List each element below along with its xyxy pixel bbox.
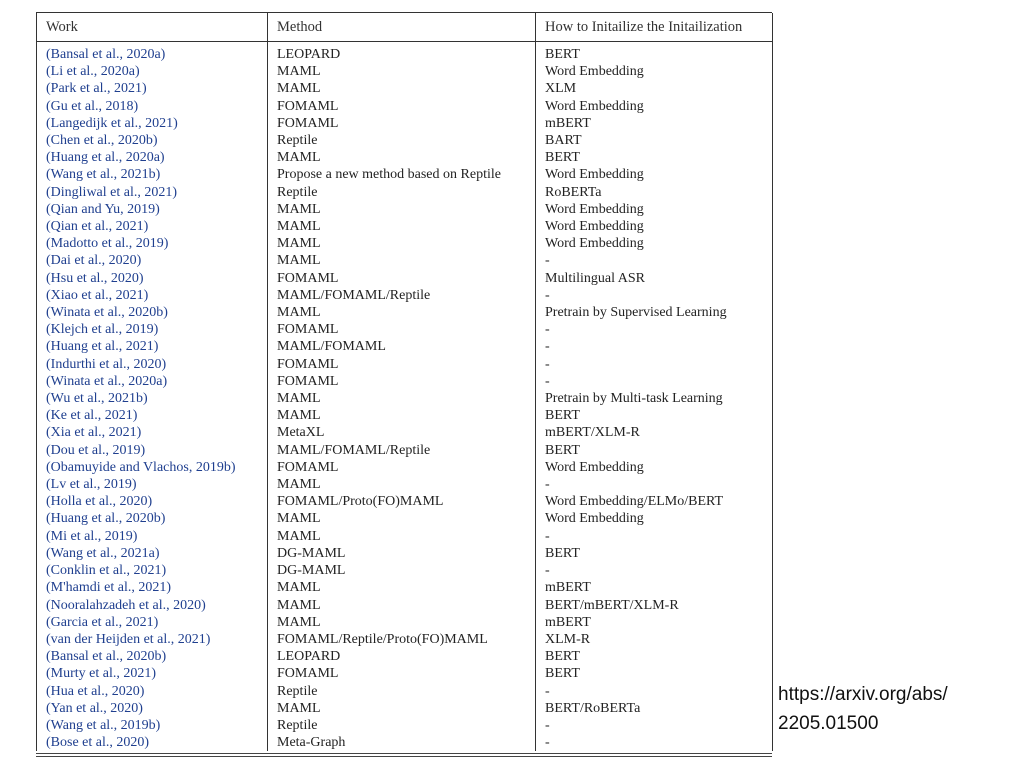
cell-work[interactable]: (Yan et al., 2020) <box>37 700 268 717</box>
table-row <box>37 287 773 304</box>
table-row <box>37 80 773 97</box>
cell-method: Reptile <box>268 683 536 700</box>
table-row <box>37 407 773 424</box>
cell-method: MAML <box>268 201 536 218</box>
cell-initialization: - <box>536 287 773 304</box>
cell-method: FOMAML <box>268 115 536 132</box>
cell-initialization: BERT <box>536 648 773 665</box>
table-row <box>37 631 773 648</box>
cell-method: MAML <box>268 390 536 407</box>
cell-method: MAML <box>268 579 536 596</box>
table-row <box>37 149 773 166</box>
cell-work[interactable]: (Bansal et al., 2020a) <box>37 42 268 64</box>
table-row <box>37 476 773 493</box>
cell-initialization: Word Embedding <box>536 98 773 115</box>
cell-work[interactable]: (Wang et al., 2019b) <box>37 717 268 734</box>
cell-work[interactable]: (Mi et al., 2019) <box>37 528 268 545</box>
cell-work[interactable]: (Langedijk et al., 2021) <box>37 115 268 132</box>
cell-initialization: - <box>536 338 773 355</box>
table-row <box>37 63 773 80</box>
cell-initialization: Multilingual ASR <box>536 270 773 287</box>
cell-work[interactable]: (Xiao et al., 2021) <box>37 287 268 304</box>
table-row <box>37 734 773 751</box>
cell-work[interactable]: (Conklin et al., 2021) <box>37 562 268 579</box>
cell-initialization: - <box>536 734 773 751</box>
cell-initialization: Pretrain by Multi-task Learning <box>536 390 773 407</box>
cell-work[interactable]: (Huang et al., 2020b) <box>37 510 268 527</box>
cell-method: DG-MAML <box>268 545 536 562</box>
cell-method: MAML <box>268 700 536 717</box>
cell-initialization: Word Embedding <box>536 459 773 476</box>
cell-work[interactable]: (Li et al., 2020a) <box>37 63 268 80</box>
cell-method: MetaXL <box>268 424 536 441</box>
cell-initialization: Pretrain by Supervised Learning <box>536 304 773 321</box>
cell-method: MAML <box>268 235 536 252</box>
table-row <box>37 42 773 64</box>
cell-work[interactable]: (Winata et al., 2020a) <box>37 373 268 390</box>
cell-work[interactable]: (Xia et al., 2021) <box>37 424 268 441</box>
source-url[interactable] <box>778 680 948 738</box>
cell-method: MAML <box>268 252 536 269</box>
table-row <box>37 442 773 459</box>
cell-method: LEOPARD <box>268 648 536 665</box>
cell-method: Reptile <box>268 132 536 149</box>
cell-method: MAML <box>268 304 536 321</box>
cell-initialization: - <box>536 562 773 579</box>
cell-work[interactable]: (Obamuyide and Vlachos, 2019b) <box>37 459 268 476</box>
cell-method: MAML <box>268 218 536 235</box>
cell-method: Propose a new method based on Reptile <box>268 166 536 183</box>
table-row <box>37 424 773 441</box>
cell-method: Reptile <box>268 717 536 734</box>
cell-initialization: BERT <box>536 407 773 424</box>
cell-method: FOMAML <box>268 665 536 682</box>
cell-work[interactable]: (Dou et al., 2019) <box>37 442 268 459</box>
cell-initialization: mBERT <box>536 614 773 631</box>
cell-initialization: BERT <box>536 149 773 166</box>
table-row <box>37 373 773 390</box>
cell-initialization: Word Embedding <box>536 63 773 80</box>
table-row <box>37 717 773 734</box>
cell-work[interactable]: (Qian and Yu, 2019) <box>37 201 268 218</box>
cell-method: Reptile <box>268 184 536 201</box>
meta-learning-table <box>36 13 773 751</box>
cell-initialization: BERT/RoBERTa <box>536 700 773 717</box>
header-work: Work <box>37 13 268 42</box>
table-row <box>37 597 773 614</box>
cell-method: MAML <box>268 614 536 631</box>
cell-initialization: XLM <box>536 80 773 97</box>
table-row <box>37 115 773 132</box>
cell-method: FOMAML/Reptile/Proto(FO)MAML <box>268 631 536 648</box>
table-bottom-rule <box>36 753 772 754</box>
table-row <box>37 201 773 218</box>
table-row <box>37 184 773 201</box>
cell-work[interactable]: (Madotto et al., 2019) <box>37 235 268 252</box>
table-row <box>37 545 773 562</box>
table-bottom-rule-2 <box>36 756 772 757</box>
cell-initialization: Word Embedding/ELMo/BERT <box>536 493 773 510</box>
table-row <box>37 338 773 355</box>
cell-method: MAML/FOMAML/Reptile <box>268 442 536 459</box>
cell-initialization: Word Embedding <box>536 201 773 218</box>
cell-method: MAML <box>268 597 536 614</box>
table-header-row <box>37 13 773 42</box>
table-row <box>37 700 773 717</box>
cell-method: FOMAML <box>268 98 536 115</box>
table-row <box>37 321 773 338</box>
cell-method: FOMAML <box>268 270 536 287</box>
cell-work[interactable]: (M'hamdi et al., 2021) <box>37 579 268 596</box>
cell-work[interactable]: (Park et al., 2021) <box>37 80 268 97</box>
cell-initialization: Word Embedding <box>536 510 773 527</box>
cell-work[interactable]: (Wang et al., 2021b) <box>37 166 268 183</box>
cell-work[interactable]: (Wu et al., 2021b) <box>37 390 268 407</box>
cell-initialization: Word Embedding <box>536 218 773 235</box>
cell-work[interactable]: (Qian et al., 2021) <box>37 218 268 235</box>
source-url-line-1[interactable]: https://arxiv.org/abs/ <box>778 684 948 705</box>
cell-initialization: BERT <box>536 42 773 64</box>
cell-work[interactable]: (Winata et al., 2020b) <box>37 304 268 321</box>
table-row <box>37 390 773 407</box>
cell-initialization: - <box>536 683 773 700</box>
cell-method: FOMAML <box>268 356 536 373</box>
cell-work[interactable]: (Dingliwal et al., 2021) <box>37 184 268 201</box>
cell-work[interactable]: (Bansal et al., 2020b) <box>37 648 268 665</box>
cell-initialization: RoBERTa <box>536 184 773 201</box>
header-method: Method <box>268 13 536 42</box>
table-row <box>37 579 773 596</box>
table-row <box>37 252 773 269</box>
cell-method: LEOPARD <box>268 42 536 64</box>
cell-method: MAML <box>268 407 536 424</box>
cell-initialization: BERT <box>536 665 773 682</box>
cell-initialization: - <box>536 373 773 390</box>
table-row <box>37 665 773 682</box>
cell-work[interactable]: (Hua et al., 2020) <box>37 683 268 700</box>
table-row <box>37 304 773 321</box>
cell-work[interactable]: (Huang et al., 2021) <box>37 338 268 355</box>
cell-method: FOMAML <box>268 459 536 476</box>
table-row <box>37 356 773 373</box>
cell-method: FOMAML <box>268 321 536 338</box>
table-row <box>37 235 773 252</box>
cell-work[interactable]: (Dai et al., 2020) <box>37 252 268 269</box>
cell-initialization: mBERT/XLM-R <box>536 424 773 441</box>
table-row <box>37 270 773 287</box>
cell-method: MAML <box>268 63 536 80</box>
cell-work[interactable]: (Garcia et al., 2021) <box>37 614 268 631</box>
cell-work[interactable]: (Nooralahzadeh et al., 2020) <box>37 597 268 614</box>
header-initialization: How to Initailize the Initailization <box>536 13 773 42</box>
cell-initialization: BERT <box>536 442 773 459</box>
cell-work[interactable]: (Hsu et al., 2020) <box>37 270 268 287</box>
table-row <box>37 510 773 527</box>
cell-work[interactable]: (Huang et al., 2020a) <box>37 149 268 166</box>
cell-initialization: - <box>536 717 773 734</box>
cell-method: MAML <box>268 80 536 97</box>
table-row <box>37 648 773 665</box>
cell-initialization: - <box>536 321 773 338</box>
cell-work[interactable]: (Chen et al., 2020b) <box>37 132 268 149</box>
cell-method: MAML <box>268 528 536 545</box>
cell-initialization: - <box>536 528 773 545</box>
cell-method: FOMAML/Proto(FO)MAML <box>268 493 536 510</box>
cell-method: MAML <box>268 476 536 493</box>
table-row <box>37 562 773 579</box>
table-row <box>37 493 773 510</box>
cell-initialization: mBERT <box>536 115 773 132</box>
cell-initialization: - <box>536 476 773 493</box>
table-body <box>37 42 773 752</box>
cell-method: MAML <box>268 510 536 527</box>
source-url-line-2[interactable]: 2205.01500 <box>778 713 879 734</box>
cell-initialization: XLM-R <box>536 631 773 648</box>
cell-work[interactable]: (Gu et al., 2018) <box>37 98 268 115</box>
cell-work[interactable]: (Ke et al., 2021) <box>37 407 268 424</box>
table-row <box>37 528 773 545</box>
cell-initialization: BERT <box>536 545 773 562</box>
cell-method: FOMAML <box>268 373 536 390</box>
cell-work[interactable]: (van der Heijden et al., 2021) <box>37 631 268 648</box>
cell-initialization: BERT/mBERT/XLM-R <box>536 597 773 614</box>
cell-work[interactable]: (Lv et al., 2019) <box>37 476 268 493</box>
cell-work[interactable]: (Murty et al., 2021) <box>37 665 268 682</box>
cell-method: DG-MAML <box>268 562 536 579</box>
table-row <box>37 166 773 183</box>
cell-work[interactable]: (Holla et al., 2020) <box>37 493 268 510</box>
table-row <box>37 459 773 476</box>
cell-initialization: Word Embedding <box>536 235 773 252</box>
cell-method: MAML/FOMAML/Reptile <box>268 287 536 304</box>
cell-work[interactable]: (Klejch et al., 2019) <box>37 321 268 338</box>
table-row <box>37 614 773 631</box>
cell-method: MAML/FOMAML <box>268 338 536 355</box>
cell-work[interactable]: (Wang et al., 2021a) <box>37 545 268 562</box>
table-row <box>37 132 773 149</box>
table-row <box>37 218 773 235</box>
cell-initialization: mBERT <box>536 579 773 596</box>
cell-initialization: Word Embedding <box>536 166 773 183</box>
cell-method: Meta-Graph <box>268 734 536 751</box>
cell-initialization: BART <box>536 132 773 149</box>
cell-initialization: - <box>536 356 773 373</box>
cell-work[interactable]: (Indurthi et al., 2020) <box>37 356 268 373</box>
table-row <box>37 98 773 115</box>
cell-work[interactable]: (Bose et al., 2020) <box>37 734 268 751</box>
comparison-table-container <box>36 12 772 757</box>
table-row <box>37 683 773 700</box>
cell-initialization: - <box>536 252 773 269</box>
cell-method: MAML <box>268 149 536 166</box>
